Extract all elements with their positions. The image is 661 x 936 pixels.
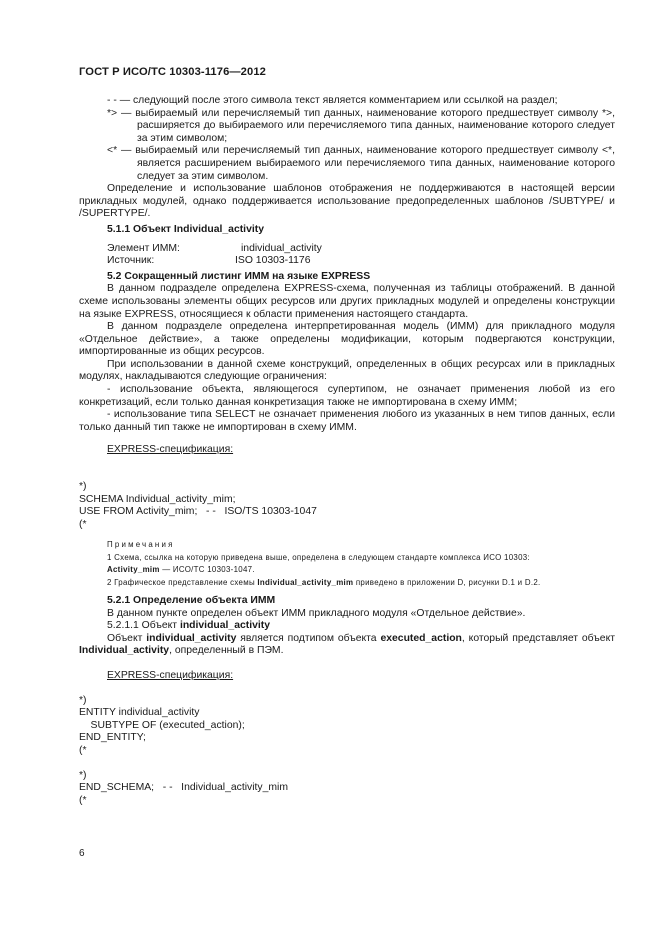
notation-item [79, 108, 615, 146]
notation-symbol: *> [107, 107, 118, 119]
reference-key: Элемент ИММ: [107, 242, 180, 254]
paragraph: В данном подразделе определена интерпретированная модель (ИММ) для прикладного модуля «Отдельное действие», а также определены модификации, которым подвергаются конструкции, импортированные из общих ресурсов. [79, 321, 615, 358]
express-spec-label: EXPRESS-спецификация: [107, 444, 234, 456]
code-line: (* [79, 794, 87, 806]
entity-name: Individual_activity [79, 645, 170, 657]
note-1-continued [79, 564, 615, 576]
text: является подтипом объекта [236, 632, 381, 644]
restriction-item: - использование объекта, являющегося супертипом, не означает применения любой из его конкретизаций, если только данная конкретизация также не импортирована в схему ИММ; [79, 384, 615, 408]
note-text: — ИСО/ТС 10303-1047. [159, 565, 255, 575]
paragraph: В данном пункте определен объект ИММ прикладного модуля «Отдельное действие». [107, 607, 526, 619]
code-line: *) [79, 769, 87, 781]
express-code-block [79, 481, 615, 531]
note-1: 1 Схема, ссылка на которую приведена выше, определена в следующем стандарте комплекса ИСО 10303: [107, 552, 530, 562]
notation-item [79, 145, 615, 183]
notation-text: — выбираемый или перечисляемый тип данных, наименование которого предшествует символу *>, расширяется до выбираемого или перечисляемого типа данных, наименование которого следует за этим символом; [117, 107, 615, 144]
code-line: (* [79, 518, 87, 530]
code-line: SUBTYPE OF (executed_action); [79, 719, 245, 731]
notation-text: — выбираемый или перечисляемый тип данных, наименование которого предшествует символу <*, является расширением выбираемого или перечисляемого типа данных, наименование которого следует за этим символом. [117, 145, 615, 182]
entity-name: individual_activity [179, 620, 271, 632]
notation-symbol: - - [107, 95, 117, 106]
express-code-block [79, 695, 615, 758]
text: Объект [107, 632, 147, 644]
paragraph: В данном подразделе определена EXPRESS-схема, полученная из таблицы отображений. В данной схеме использованы элементы общих ресурсов или других прикладных модулей и определены конструкции на языке EXPRESS, относящиеся к области применения настоящего стандарта. [79, 283, 615, 320]
reference-row [79, 243, 615, 256]
page-number: 6 [79, 848, 85, 859]
text: , определенный в ПЭМ. [169, 645, 284, 657]
page-content [79, 95, 615, 807]
express-spec-label: EXPRESS-спецификация: [107, 670, 234, 681]
restriction-item: - использование типа SELECT не означает применения любого из указанных в нем типов данных, если только данный тип также не импортирован в схему ИММ. [79, 409, 615, 433]
schema-name: Individual_activity_mim [257, 577, 354, 587]
schema-name: Activity_mim [107, 565, 160, 575]
notation-symbol: <* [107, 145, 118, 157]
note-text: приведено в приложении D, рисунки D.1 и D.2. [353, 577, 541, 587]
entity-name: individual_activity [146, 632, 237, 644]
notes-block [79, 539, 615, 589]
code-line: *) [79, 694, 87, 706]
notation-text: — следующий после этого символа текст является комментарием или ссылкой на раздел; [116, 95, 558, 106]
express-code-block [79, 770, 615, 808]
subsection-5-2-1-1-heading [79, 620, 615, 633]
text: , который представляет объект [461, 632, 615, 644]
templates-paragraph: Определение и использование шаблонов отображения не поддерживаются в настоящей версии прикладных модулей, однако поддерживается использование предопределенных шаблонов /SUBTYPE/ и /SUPERTYPE/. [79, 183, 615, 220]
reference-value: individual_activity [241, 242, 322, 254]
notation-item [79, 95, 615, 108]
entity-definition [79, 633, 615, 658]
reference-key: Источник: [107, 255, 155, 267]
notes-title: Примечания [107, 540, 175, 550]
heading-text: 5.2.1.1 Объект [107, 620, 180, 632]
note-2 [79, 577, 615, 589]
code-line: *) [79, 481, 87, 493]
note-text: 2 Графическое представление схемы [107, 577, 258, 587]
code-line: ENTITY individual_activity [79, 707, 200, 719]
reference-row [79, 255, 615, 268]
code-line: (* [79, 744, 87, 756]
code-line: END_ENTITY; [79, 732, 146, 744]
page-header: ГОСТ Р ИСО/ТС 10303-1176—2012 [79, 66, 266, 78]
code-line: USE FROM Activity_mim; - - ISO/TS 10303-1047 [79, 506, 317, 518]
reference-value: ISO 10303-1176 [235, 255, 311, 267]
section-5-1-1-heading: 5.1.1 Объект Individual_activity [107, 223, 264, 235]
code-line: END_SCHEMA; - - Individual_activity_mim [79, 782, 289, 794]
paragraph: При использовании в данной схеме конструкций, определенных в общих ресурсах или в прикладных модулях, накладываются следующие ограничения: [79, 358, 615, 383]
entity-name: executed_action [380, 632, 462, 644]
section-5-2-1-heading: 5.2.1 Определение объекта ИММ [107, 595, 276, 607]
code-line: SCHEMA Individual_activity_mim; [79, 493, 236, 505]
section-5-2-heading: 5.2 Сокращенный листинг ИММ на языке EXPRESS [107, 270, 371, 282]
